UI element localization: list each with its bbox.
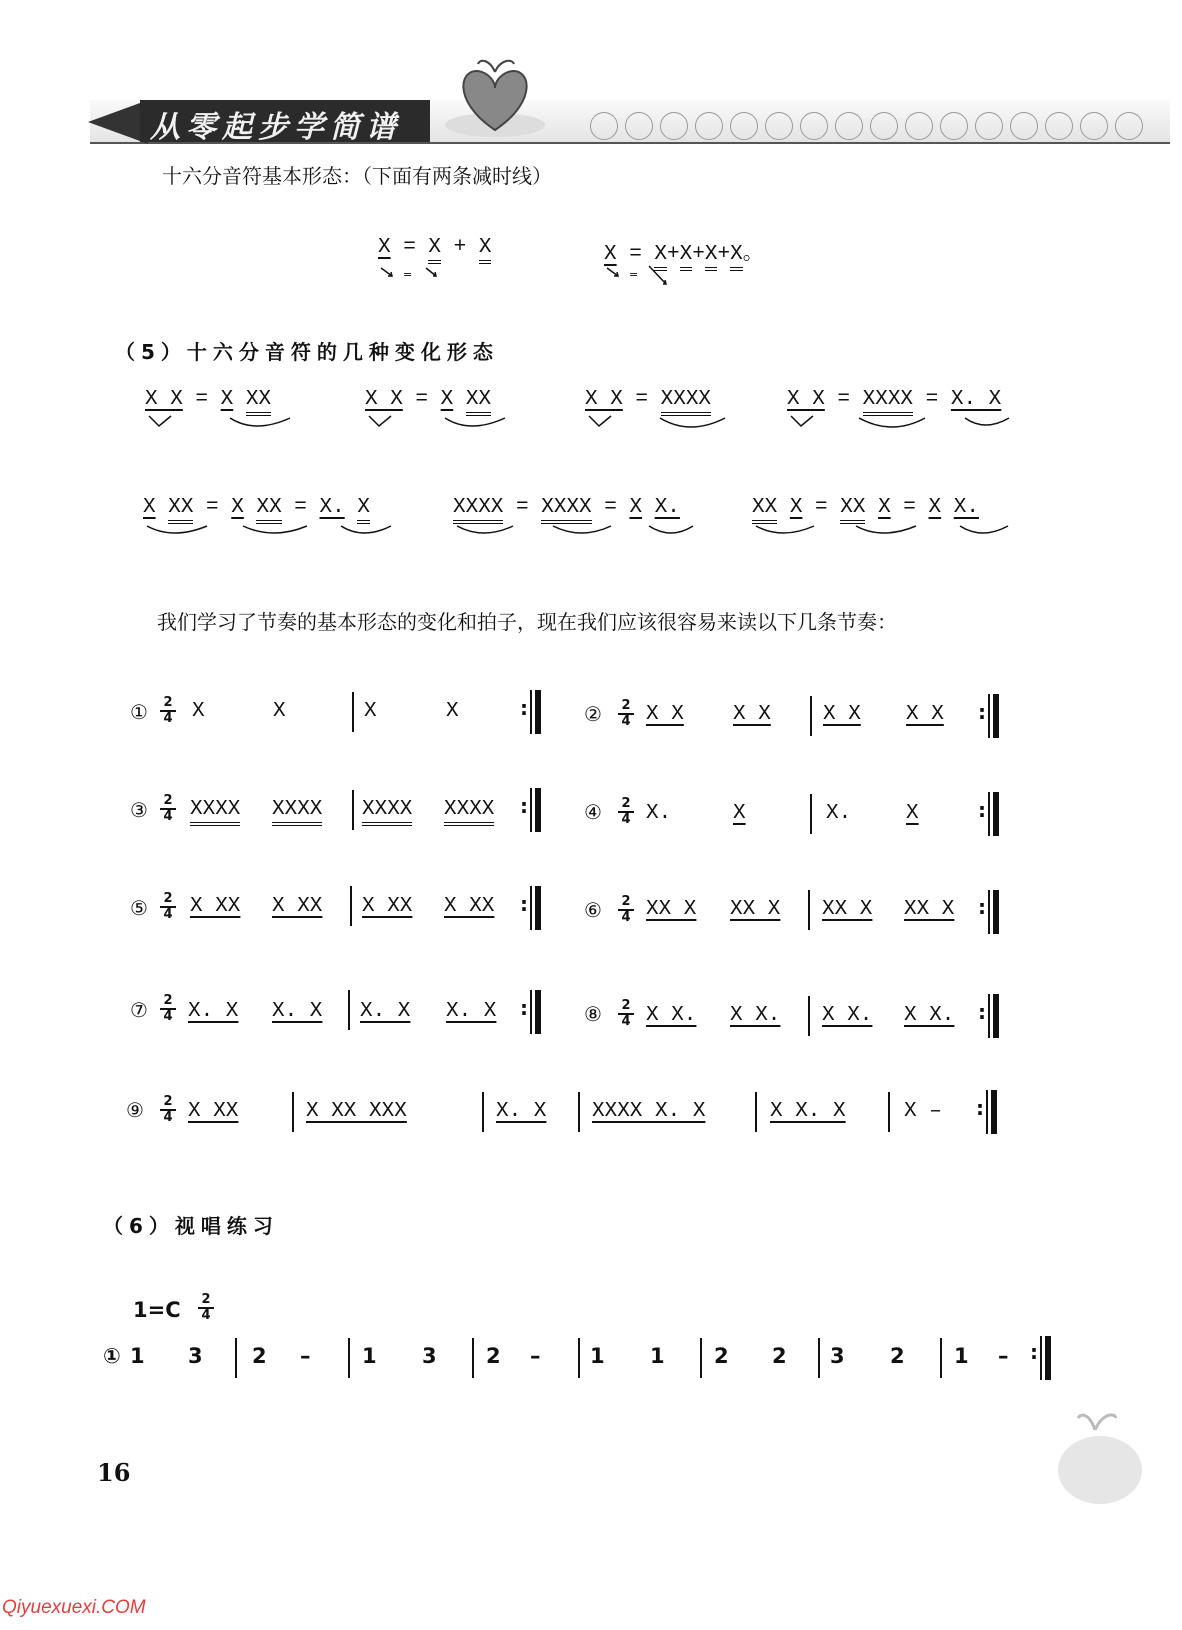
exercise-number: ② (584, 702, 602, 726)
solfege-note: 1 (590, 1344, 605, 1368)
solfege-note: – (530, 1344, 541, 1368)
time-signature: 2 4 (160, 995, 176, 1023)
ex8-note: X X. (730, 1004, 781, 1027)
end-repeat-barline (988, 890, 1000, 934)
barline (755, 1092, 757, 1132)
ex1-note: X (273, 700, 286, 723)
ex1-note: X (446, 700, 459, 723)
book-title: 从零起步学简谱 (150, 110, 402, 145)
sixteenth-intro: 十六分音符基本形态：（下面有两条减时线） (162, 164, 552, 188)
ex7-note: X. X (272, 1000, 323, 1023)
repeat-dots: : (976, 1096, 984, 1120)
barline (808, 890, 810, 930)
exercise-number: ⑧ (584, 1002, 602, 1026)
variant-2-arrows (365, 412, 525, 438)
ex7-note: X. X (446, 1000, 497, 1023)
variant-7: XX X = XX X = X X. (752, 496, 979, 519)
end-repeat-barline (988, 994, 1000, 1038)
ex2-note: X X (906, 703, 944, 726)
exercise-number: ⑨ (126, 1098, 144, 1122)
exercise-number: ⑥ (584, 898, 602, 922)
end-repeat-barline (988, 792, 1000, 836)
variant-3-arrows (585, 412, 745, 438)
repeat-dots: : (978, 895, 986, 919)
ex8-note: X X. (822, 1004, 873, 1027)
time-signature: 2 4 (618, 1000, 634, 1028)
page-header (0, 40, 1182, 150)
ex8-note: X X. (646, 1004, 697, 1027)
ex7-note: X. X (188, 1000, 239, 1023)
variant-1: X X = X XX (145, 388, 271, 411)
time-signature: 2 4 (618, 896, 634, 924)
ex1-note: X (364, 700, 377, 723)
svg-text:=: = (403, 268, 413, 281)
ex3-note: XXXX (190, 798, 240, 821)
ex3-note: XXXX (362, 798, 412, 821)
solfege-note: 3 (422, 1344, 437, 1368)
ex9-measure: X X. X (770, 1100, 846, 1123)
ex5-note: X XX (272, 895, 323, 918)
svg-text:=: = (629, 268, 639, 281)
time-signature: 2 4 (618, 700, 634, 728)
ex6-note: XX X (904, 898, 955, 921)
barline (235, 1338, 237, 1378)
solfege-note: 2 (486, 1344, 501, 1368)
barline (350, 886, 352, 926)
sixteenth-form-1: X = X + X (378, 236, 491, 259)
apple-decoration-icon (1040, 1400, 1150, 1510)
time-signature: 2 4 (618, 798, 634, 826)
ex9-measure: X. X (496, 1100, 547, 1123)
ex6-note: XX X (730, 898, 781, 921)
end-repeat-barline (1040, 1336, 1052, 1380)
time-signature: 2 4 (198, 1294, 214, 1322)
ex5-note: X XX (444, 895, 495, 918)
repeat-dots: : (978, 798, 986, 822)
solfege-note: 1 (650, 1344, 665, 1368)
exercise-number: ⑦ (130, 998, 148, 1022)
form1-arrows (378, 262, 448, 288)
repeat-dots: : (978, 1000, 986, 1024)
time-signature: 2 4 (160, 1096, 176, 1124)
exercise-number: ⑤ (130, 896, 148, 920)
end-repeat-barline (530, 788, 542, 832)
ex3-note: XXXX (272, 798, 322, 821)
exercise-number: ① (130, 700, 148, 724)
ex4-note: X (733, 802, 746, 825)
solfege-note: 2 (772, 1344, 787, 1368)
ex3-note: XXXX (444, 798, 494, 821)
barline (578, 1092, 580, 1132)
solfege-note: 2 (252, 1344, 267, 1368)
ex2-note: X X (646, 703, 684, 726)
variant-2: X X = X XX (365, 388, 491, 411)
barline (292, 1092, 294, 1132)
barline (352, 692, 354, 732)
solfege-note: – (300, 1344, 311, 1368)
ex9-measure: X XX (188, 1100, 239, 1123)
ex4-note: X. (826, 802, 852, 825)
variant-7-arrows (752, 520, 1022, 546)
solfege-number: ① (103, 1344, 121, 1368)
solfege-note: 3 (188, 1344, 203, 1368)
barline (472, 1338, 474, 1378)
form2-arrows (604, 262, 684, 292)
ex2-note: X X (733, 703, 771, 726)
ex5-note: X XX (190, 895, 241, 918)
barline (810, 794, 812, 834)
sixteenth-form-2: X = X+X+X+X。 (604, 236, 764, 266)
end-repeat-barline (988, 694, 1000, 738)
barline (818, 1338, 820, 1378)
variant-4: X X = XXXX = X. X (787, 388, 1001, 411)
barline (808, 996, 810, 1036)
ex2-note: X X (823, 703, 861, 726)
time-signature: 2 4 (160, 893, 176, 921)
repeat-dots: : (520, 696, 528, 720)
barline (482, 1092, 484, 1132)
repeat-dots: : (978, 700, 986, 724)
barline (700, 1338, 702, 1378)
exercise-number: ③ (130, 798, 148, 822)
ex1-note: X (192, 700, 205, 723)
section-6-title: （6）视唱练习 (103, 1214, 279, 1238)
variant-3: X X = XXXX (585, 388, 711, 411)
ex6-note: XX X (646, 898, 697, 921)
solfege-note: 3 (830, 1344, 845, 1368)
variant-6-arrows (453, 520, 713, 546)
solfege-note: 2 (890, 1344, 905, 1368)
end-repeat-barline (530, 990, 542, 1034)
page-number: 16 (97, 1458, 131, 1487)
solfege-note: 2 (714, 1344, 729, 1368)
solfege-note: 1 (362, 1344, 377, 1368)
ex4-note: X. (646, 802, 672, 825)
ex8-note: X X. (904, 1004, 955, 1027)
barline (348, 1338, 350, 1378)
decorative-circles (590, 112, 1150, 144)
watermark: Qiyuexuexi.COM (2, 1597, 146, 1618)
time-signature: 2 4 (160, 697, 176, 725)
ex4-note: X (906, 802, 919, 825)
ex9-measure: X – (904, 1100, 942, 1123)
barline (940, 1338, 942, 1378)
variant-5: X XX = X XX = X. X (143, 496, 370, 519)
barline (578, 1338, 580, 1378)
solfege-note: 1 (954, 1344, 969, 1368)
solfege-note: 1 (130, 1344, 145, 1368)
ex7-note: X. X (360, 1000, 411, 1023)
ex9-measure: X XX XXX (306, 1100, 407, 1123)
repeat-dots: : (520, 794, 528, 818)
repeat-dots: : (520, 892, 528, 916)
variant-1-arrows (145, 412, 305, 438)
section-5-title: （5）十六分音符的几种变化形态 (115, 340, 499, 364)
header-wedge (88, 100, 148, 144)
key-signature: 1=C (133, 1298, 181, 1322)
ex6-note: XX X (822, 898, 873, 921)
variant-6: XXXX = XXXX = X X. (453, 496, 680, 519)
variant-5-arrows (143, 520, 403, 546)
end-repeat-barline (530, 886, 542, 930)
barline (810, 696, 812, 736)
repeat-dots: : (520, 996, 528, 1020)
repeat-dots: : (1030, 1340, 1038, 1364)
ex5-note: X XX (362, 895, 413, 918)
ex9-measure: XXXX X. X (592, 1100, 706, 1123)
end-repeat-barline (530, 690, 542, 734)
heart-logo-icon (440, 50, 550, 140)
time-signature: 2 4 (160, 795, 176, 823)
barline (352, 790, 354, 830)
end-repeat-barline (986, 1090, 998, 1134)
variant-4-arrows (787, 412, 1027, 438)
barline (888, 1092, 890, 1132)
barline (348, 990, 350, 1030)
solfege-note: – (998, 1344, 1009, 1368)
exercise-number: ④ (584, 800, 602, 824)
rhythm-paragraph: 我们学习了节奏的基本形态的变化和拍子，现在我们应该很容易来读以下几条节奏： (157, 610, 897, 634)
